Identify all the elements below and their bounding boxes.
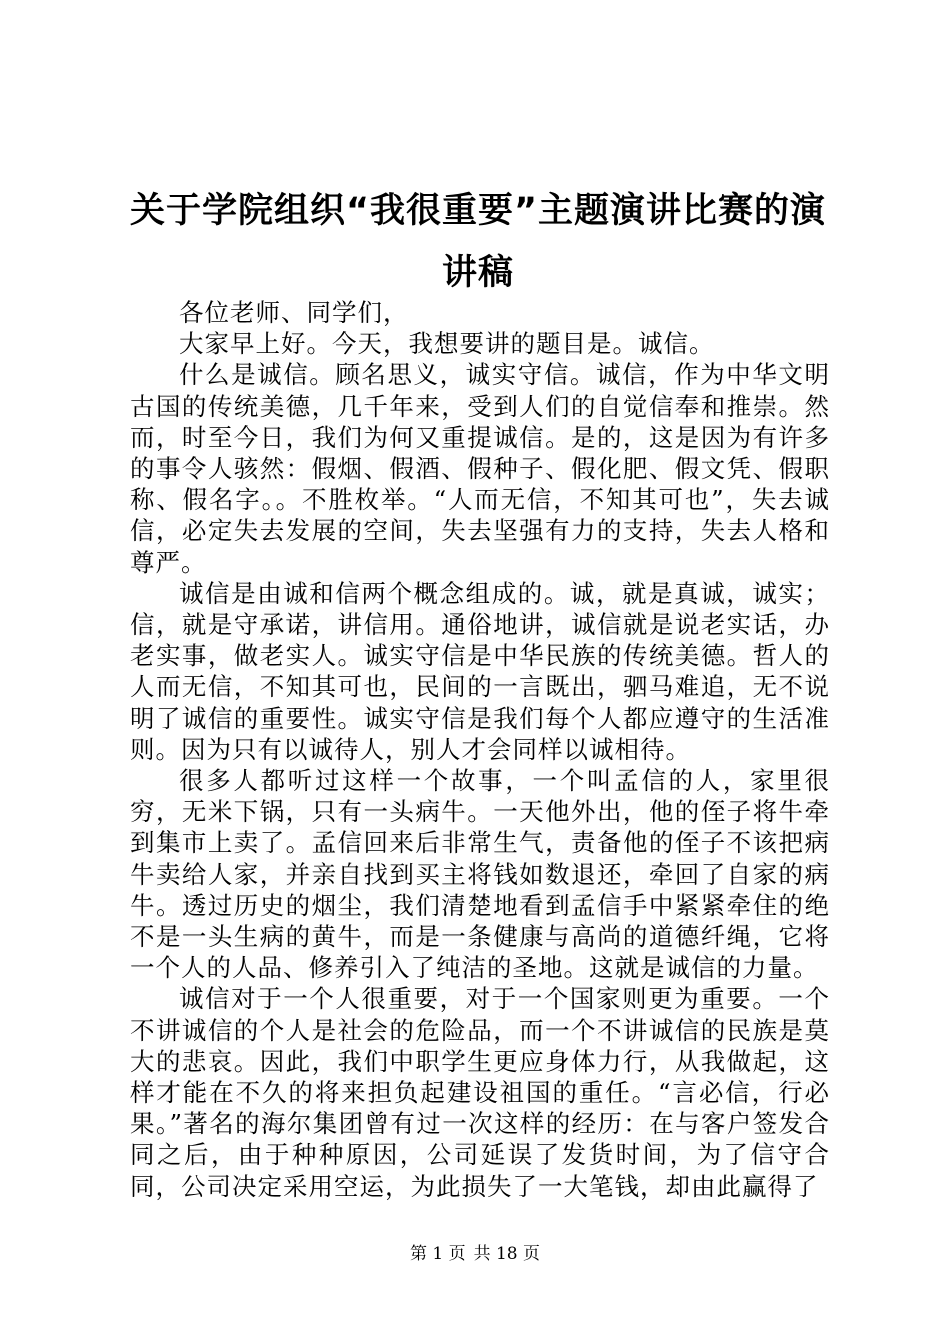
- paragraph-story: 很多人都听过这样一个故事，一个叫孟信的人，家里很穷，无米下锅，只有一头病牛。一天他外出，他的侄子将牛牵到集市上卖了。孟信回来后非常生气，责备他的侄子不该把病牛卖给人家，并亲自找到买主将钱如数退还，牵回了自家的病牛。透过历史的烟尘，我们清楚地看到孟信手中紧紧牵住的绝不是一头生病的黄牛，而是一条健康与高尚的道德纤绳，它将一个人的人品、修养引入了纯洁的圣地。这就是诚信的力量。: [130, 766, 830, 983]
- paragraph-importance: 诚信对于一个人很重要，对于一个国家则更为重要。一个不讲诚信的个人是社会的危险品，而一个不讲诚信的民族是莫大的悲哀。因此，我们中职学生更应身体力行，从我做起，这样才能在不久的将来担负起建设祖国的重任。“言必信，行必果。”著名的海尔集团曾有过一次这样的经历：在与客户签发合同之后，由于种种原因，公司延误了发货时间，为了信守合同，公司决定采用空运，为此损失了一大笔钱，却由此赢得了: [130, 984, 830, 1201]
- document-body: [130, 297, 830, 1202]
- paragraph-intro: 大家早上好。今天，我想要讲的题目是。诚信。: [179, 329, 715, 359]
- paragraph-what-is-integrity: 什么是诚信。顾名思义，诚实守信。诚信，作为中华文明古国的传统美德，几千年来，受到人们的自觉信奉和推崇。然而，时至今日，我们为何又重提诚信。是的，这是因为有许多的事令人骇然：假烟、假酒、假种子、假化肥、假文凭、假职称、假名字。。不胜枚举。“人而无信，不知其可也”，失去诚信，必定失去发展的空间，失去坚强有力的支持，失去人格和尊严。: [130, 360, 830, 577]
- document-title: 关于学院组织“我很重要”主题演讲比赛的演讲稿: [129, 191, 826, 293]
- paragraph-greeting: 各位老师、同学们，: [179, 298, 409, 327]
- page-number: 第 1 页: [409, 1244, 466, 1264]
- paragraph-definition: 诚信是由诚和信两个概念组成的。诚，就是真诚，诚实；信，就是守承诺，讲信用。通俗地讲，诚信就是说老实话，办老实事，做老实人。诚实守信是中华民族的传统美德。哲人的人而无信，不知其可也，民间的一言既出，驷马难追，无不说明了诚信的重要性。诚实守信是我们每个人都应遵守的生活准则。因为只有以诚待人，别人才会同样以诚相待。: [130, 578, 830, 764]
- page-footer: [0, 1242, 950, 1266]
- page-total: 共 18 页: [473, 1244, 541, 1264]
